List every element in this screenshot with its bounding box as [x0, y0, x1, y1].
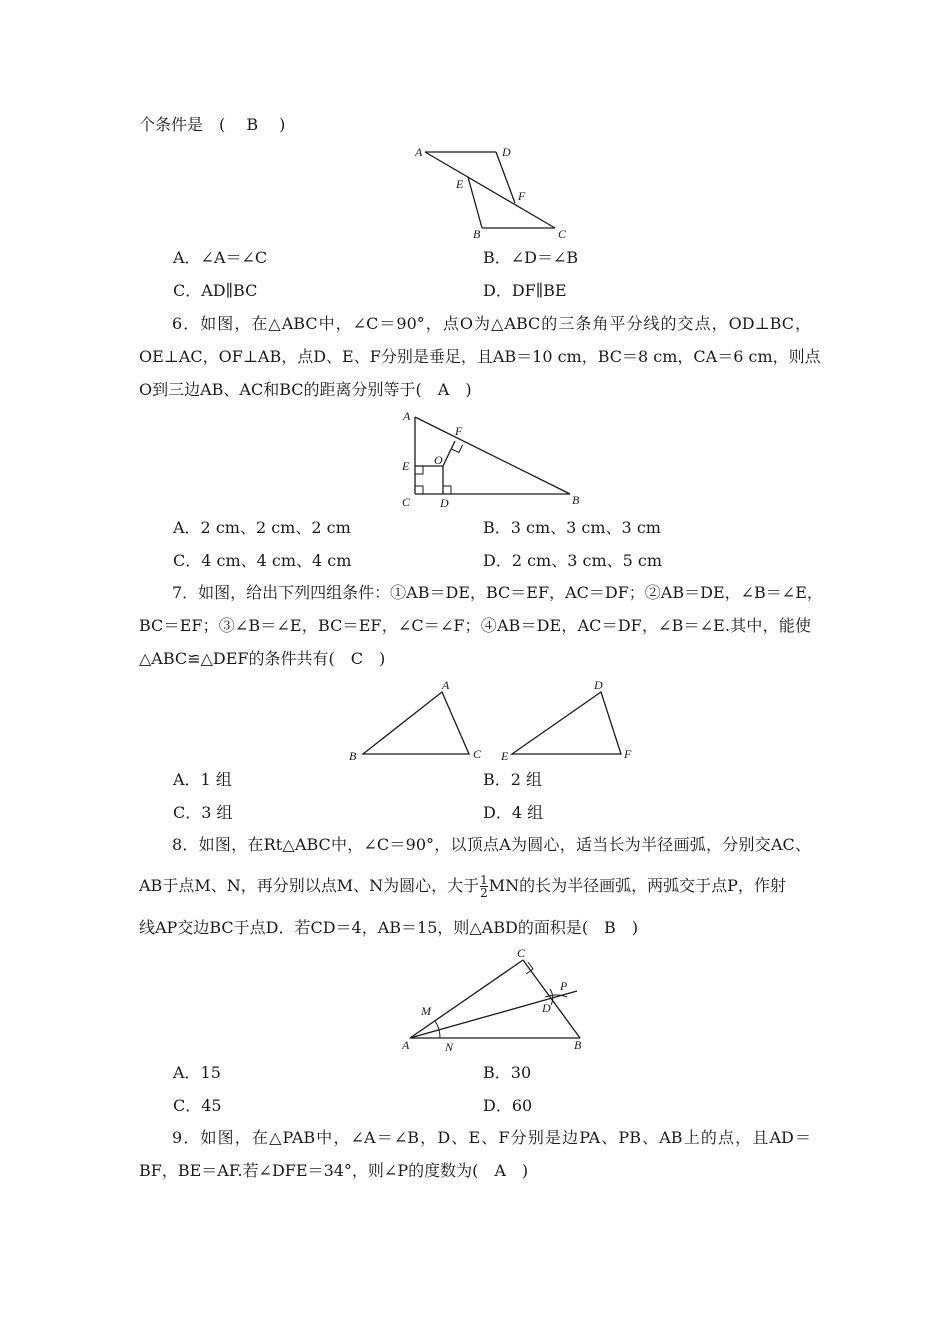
label-b: B	[473, 227, 481, 241]
q9-text-line2: BF，BE＝AF.若∠DFE＝34°，则∠P的度数为( A )	[139, 1161, 529, 1180]
triangle-abc	[363, 692, 469, 754]
q6-option-d: D．2 cm、3 cm、5 cm	[483, 551, 663, 570]
q8-option-c: C．45	[173, 1096, 222, 1115]
q8-text-line2-post: MN的长为半径画弧，两弧交于点P，作射	[488, 876, 786, 895]
q8-text-line3: 线AP交边BC于点D．若CD＝4，AB＝15，则△ABD的面积是( B )	[139, 918, 639, 937]
q7-text-line3: △ABC≌△DEF的条件共有( C )	[139, 649, 386, 668]
q7-option-d: D．4 组	[483, 803, 544, 822]
label-a: A	[402, 1038, 410, 1052]
label-a: A	[415, 145, 423, 159]
q8-option-b: B．30	[483, 1063, 532, 1082]
label-c: C	[402, 495, 411, 509]
q8-option-a: A．15	[173, 1063, 221, 1082]
q6-option-c: C．4 cm、4 cm、4 cm	[173, 551, 352, 570]
segment-ac	[425, 152, 555, 228]
figure-q6	[395, 404, 590, 514]
label-d: D	[440, 496, 449, 510]
q6-option-b: B．3 cm、3 cm、3 cm	[483, 518, 661, 537]
q8-text-line2-pre: AB于点M、N，再分别以点M、N为圆心，大于	[139, 876, 480, 895]
q8-text-line2	[139, 871, 811, 901]
triangle-def	[512, 692, 621, 754]
segment-of	[443, 441, 455, 466]
q7-option-a: A．1 组	[173, 770, 232, 789]
figure-q5	[410, 140, 580, 245]
label-e: E	[402, 459, 410, 473]
q8-option-d: D．60	[483, 1096, 533, 1115]
label-f: F	[518, 189, 526, 203]
q6-option-a: A．2 cm、2 cm、2 cm	[173, 518, 351, 537]
label-f: F	[455, 424, 463, 438]
segment-cb	[523, 960, 580, 1038]
label-m: M	[421, 1004, 431, 1018]
q8-text-line1: 8．如图，在Rt△ABC中，∠C＝90°，以顶点A为圆心，适当长为半径画弧，分别交AC、	[172, 835, 811, 854]
q7-option-c: C．3 组	[173, 803, 233, 822]
fraction-denominator: 2	[480, 886, 488, 900]
q7-option-b: B．2 组	[483, 770, 543, 789]
right-angle-c	[415, 486, 423, 494]
q5-option-d: D．DF∥BE	[483, 281, 567, 300]
right-angle-d	[443, 486, 451, 494]
q6-text-line3: O到三边AB、AC和BC的距离分别等于( A )	[139, 380, 472, 399]
q6-text-line2: OE⊥AC，OF⊥AB，点D、E、F分别是垂足，且AB＝10 cm，BC＝8 cm，CA＝6 cm，则点	[139, 347, 821, 366]
fraction-numerator: 1	[480, 873, 488, 887]
q5-text-tail: 个条件是 ( B )	[139, 115, 286, 134]
label-a: A	[442, 678, 450, 692]
figure-q8	[395, 945, 595, 1055]
segment-ac	[410, 960, 523, 1038]
q5-option-a: A．∠A＝∠C	[173, 248, 268, 267]
label-f: F	[624, 747, 632, 761]
label-e: E	[501, 749, 509, 763]
right-angle-e	[415, 466, 423, 474]
ray-ap	[410, 991, 577, 1038]
q7-text-line2: BC＝EF；③∠B＝∠E，BC＝EF，∠C＝∠F；④AB＝DE，AC＝DF，∠B＝∠E.其中，能使	[139, 616, 811, 635]
label-n: N	[445, 1040, 454, 1054]
label-o: O	[434, 453, 443, 467]
q6-text-line1: 6．如图，在△ABC中，∠C＝90°，点O为△ABC的三条角平分线的交点，OD⊥BC，	[172, 314, 811, 333]
label-c: C	[517, 946, 526, 960]
label-d: D	[542, 1001, 551, 1015]
figure-q7	[345, 676, 640, 766]
q7-text-line1: 7．如图，给出下列四组条件：①AB＝DE，BC＝EF，AC＝DF；②AB＝DE，∠B＝∠E，	[172, 583, 823, 602]
q5-option-b: B．∠D＝∠B	[483, 248, 579, 267]
q9-text-line1: 9．如图，在△PAB中，∠A＝∠B，D、E、F分别是边PA、PB、AB上的点，且AD＝	[172, 1128, 811, 1147]
label-e: E	[456, 177, 464, 191]
q5-option-c: C．AD∥BC	[173, 281, 258, 300]
label-p: P	[560, 979, 568, 993]
arc-mn	[435, 1021, 440, 1038]
label-c: C	[473, 747, 482, 761]
fraction-one-half	[480, 874, 488, 899]
label-b: B	[574, 1038, 582, 1052]
label-d: D	[594, 678, 603, 692]
label-a: A	[403, 409, 411, 423]
label-c: C	[558, 227, 567, 241]
label-b: B	[349, 749, 357, 763]
label-b: B	[572, 493, 580, 507]
label-d: D	[502, 145, 511, 159]
